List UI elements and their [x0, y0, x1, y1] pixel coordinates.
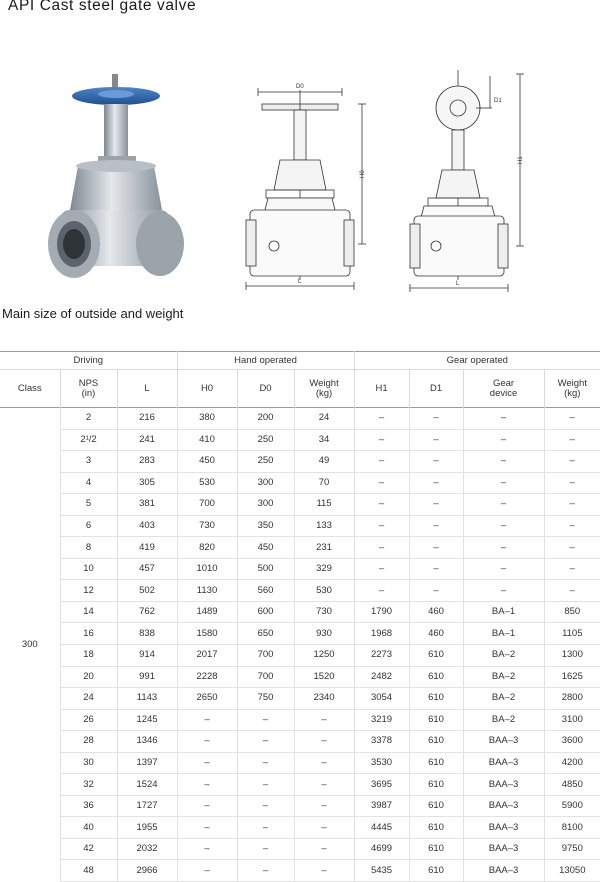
table-row — [0, 558, 600, 580]
d1-cell: – — [409, 429, 463, 451]
table-row — [0, 451, 600, 473]
table-row — [0, 752, 600, 774]
nps-cell: 8 — [60, 537, 117, 559]
l-cell: 991 — [117, 666, 177, 688]
weight-hand-cell: – — [294, 731, 354, 753]
weight-hand-cell: 329 — [294, 558, 354, 580]
nps-cell: 28 — [60, 731, 117, 753]
weight-gear-cell: 1300 — [544, 645, 600, 667]
weight-gear-cell: – — [544, 494, 600, 516]
weight-gear-cell: 3600 — [544, 731, 600, 753]
nps-cell: 4 — [60, 472, 117, 494]
d0-cell: 250 — [237, 429, 294, 451]
d1-cell: 460 — [409, 623, 463, 645]
h1-cell: 3378 — [354, 731, 409, 753]
l-cell: 419 — [117, 537, 177, 559]
d0-cell: 250 — [237, 451, 294, 473]
d1-cell: 610 — [409, 838, 463, 860]
d0-cell: – — [237, 709, 294, 731]
d1-cell: – — [409, 451, 463, 473]
h1-cell: – — [354, 429, 409, 451]
d0-cell: – — [237, 817, 294, 839]
nps-cell: 26 — [60, 709, 117, 731]
h0-cell: 450 — [177, 451, 237, 473]
table-row — [0, 429, 600, 451]
h0-cell: 1010 — [177, 558, 237, 580]
weight-hand-cell: 730 — [294, 601, 354, 623]
h1-cell: 5435 — [354, 860, 409, 882]
h0-cell: – — [177, 817, 237, 839]
weight-gear-cell: – — [544, 515, 600, 537]
weight-gear-cell: – — [544, 429, 600, 451]
weight-gear-cell: 1105 — [544, 623, 600, 645]
h1-header: H1 — [354, 370, 409, 408]
h0-cell: 2650 — [177, 688, 237, 710]
d1-cell: 610 — [409, 645, 463, 667]
gear-device-cell: – — [463, 472, 544, 494]
table-row — [0, 838, 600, 860]
weight-gear-cell: 9750 — [544, 838, 600, 860]
weight-gear-cell: 850 — [544, 601, 600, 623]
l-cell: 1143 — [117, 688, 177, 710]
valve-photo — [48, 74, 184, 278]
weight-hand-cell: – — [294, 709, 354, 731]
h1-cell: 3530 — [354, 752, 409, 774]
nps-cell: 14 — [60, 601, 117, 623]
gear-device-cell: BA–1 — [463, 601, 544, 623]
gear-device-cell: BAA–3 — [463, 774, 544, 796]
d1-header: D1 — [409, 370, 463, 408]
nps-cell: 2 — [60, 408, 117, 430]
class-header: Class — [17, 382, 42, 394]
h0-cell: – — [177, 731, 237, 753]
h1-cell: – — [354, 494, 409, 516]
h0-cell: – — [177, 752, 237, 774]
weight-hand-cell: 49 — [294, 451, 354, 473]
h1-cell: 4445 — [354, 817, 409, 839]
table-row — [0, 709, 600, 731]
nps-cell: 24 — [60, 688, 117, 710]
l-cell: 1727 — [117, 795, 177, 817]
h0-cell: 730 — [177, 515, 237, 537]
h0-cell: 820 — [177, 537, 237, 559]
gear-device-cell: – — [463, 494, 544, 516]
weight-hand-cell: 1250 — [294, 645, 354, 667]
weight-hand-cell: 24 — [294, 408, 354, 430]
table-row — [0, 774, 600, 796]
d0-cell: 300 — [237, 494, 294, 516]
table-row — [0, 817, 600, 839]
table-row — [0, 601, 600, 623]
l-gear-label: L — [456, 281, 460, 287]
l-cell: 1346 — [117, 731, 177, 753]
weight-hand-cell: 1520 — [294, 666, 354, 688]
weight-hand-cell: – — [294, 752, 354, 774]
weight-hand-cell: 70 — [294, 472, 354, 494]
gear-device-cell: BA–2 — [463, 709, 544, 731]
l-cell: 1955 — [117, 817, 177, 839]
h0-cell: 2228 — [177, 666, 237, 688]
driving-group-header: Driving — [0, 352, 177, 370]
l-cell: 2032 — [117, 838, 177, 860]
weight-hand-cell: 133 — [294, 515, 354, 537]
d0-cell: 200 — [237, 408, 294, 430]
h1-cell: 1790 — [354, 601, 409, 623]
gear-device-cell: – — [463, 429, 544, 451]
d1-cell: 610 — [409, 731, 463, 753]
h0-cell: 1130 — [177, 580, 237, 602]
weight-hand-cell: 34 — [294, 429, 354, 451]
h1-cell: 4699 — [354, 838, 409, 860]
h1-cell: 2482 — [354, 666, 409, 688]
nps-cell: 18 — [60, 645, 117, 667]
weight-hand-cell: 2340 — [294, 688, 354, 710]
table-row — [0, 408, 600, 430]
gear-device-cell: – — [463, 515, 544, 537]
nps-header: NPS (in) — [60, 370, 117, 408]
nps-cell: 10 — [60, 558, 117, 580]
l-cell: 838 — [117, 623, 177, 645]
page-title: API Cast steel gate valve — [8, 0, 197, 14]
h1-cell: – — [354, 515, 409, 537]
l-cell: 1397 — [117, 752, 177, 774]
nps-cell: 2¹/2 — [60, 429, 117, 451]
d1-cell: 610 — [409, 709, 463, 731]
d0-cell: 650 — [237, 623, 294, 645]
nps-cell: 36 — [60, 795, 117, 817]
d0-cell: – — [237, 731, 294, 753]
table-row — [0, 623, 600, 645]
h1-cell: 3219 — [354, 709, 409, 731]
d1-cell: – — [409, 408, 463, 430]
size-weight-table — [0, 351, 600, 882]
h0-label: H0 — [360, 170, 366, 178]
d0-cell: – — [237, 774, 294, 796]
h1-cell: 3054 — [354, 688, 409, 710]
weight-hand-cell: – — [294, 860, 354, 882]
h0-cell: – — [177, 838, 237, 860]
d1-cell: 610 — [409, 774, 463, 796]
d0-cell: 450 — [237, 537, 294, 559]
nps-cell: 16 — [60, 623, 117, 645]
d1-cell: 610 — [409, 666, 463, 688]
h0-cell: – — [177, 795, 237, 817]
gear-device-cell: BAA–3 — [463, 795, 544, 817]
weight-hand-cell: – — [294, 838, 354, 860]
nps-cell: 48 — [60, 860, 117, 882]
h1-label: H1 — [518, 156, 524, 164]
weight-gear-cell: 1625 — [544, 666, 600, 688]
d1-cell: – — [409, 472, 463, 494]
l-cell: 762 — [117, 601, 177, 623]
l-cell: 2966 — [117, 860, 177, 882]
weight-gear-cell: 13050 — [544, 860, 600, 882]
l-cell: 305 — [117, 472, 177, 494]
table-row — [0, 580, 600, 602]
h0-cell: 700 — [177, 494, 237, 516]
d1-cell: – — [409, 515, 463, 537]
h1-cell: – — [354, 451, 409, 473]
gear-operated-group-header: Gear operated — [354, 352, 600, 370]
weight-hand-cell: 115 — [294, 494, 354, 516]
weight-gear-cell: 3100 — [544, 709, 600, 731]
l-cell: 241 — [117, 429, 177, 451]
gear-device-cell: – — [463, 558, 544, 580]
weight-gear-cell: 4200 — [544, 752, 600, 774]
nps-cell: 20 — [60, 666, 117, 688]
table-row — [0, 860, 600, 882]
weight-gear-cell: 5900 — [544, 795, 600, 817]
gear-device-cell: – — [463, 451, 544, 473]
nps-cell: 32 — [60, 774, 117, 796]
gear-device-cell: BA–1 — [463, 623, 544, 645]
h0-header: H0 — [177, 370, 237, 408]
d0-cell: – — [237, 795, 294, 817]
weight-gear-cell: – — [544, 558, 600, 580]
gear-device-cell: – — [463, 408, 544, 430]
table-row — [0, 494, 600, 516]
table-row — [0, 645, 600, 667]
l-header: L — [117, 370, 177, 408]
l-cell: 502 — [117, 580, 177, 602]
h1-cell: – — [354, 472, 409, 494]
nps-cell: 6 — [60, 515, 117, 537]
gear-device-cell: BA–2 — [463, 666, 544, 688]
h0-cell: 380 — [177, 408, 237, 430]
l-hand-label: L — [298, 279, 302, 285]
nps-cell: 12 — [60, 580, 117, 602]
d0-cell: – — [237, 860, 294, 882]
weight-hand-cell: 231 — [294, 537, 354, 559]
l-cell: 914 — [117, 645, 177, 667]
d0-header: D0 — [237, 370, 294, 408]
weight-gear-cell: – — [544, 451, 600, 473]
weight-hand-cell: – — [294, 795, 354, 817]
d1-cell: 610 — [409, 817, 463, 839]
weight-gear-cell: – — [544, 537, 600, 559]
gear-device-cell: BAA–3 — [463, 817, 544, 839]
gear-device-cell: BAA–3 — [463, 860, 544, 882]
nps-cell: 42 — [60, 838, 117, 860]
d1-cell: – — [409, 580, 463, 602]
valve-illustrations — [0, 60, 600, 300]
h0-cell: – — [177, 709, 237, 731]
d1-cell: 610 — [409, 688, 463, 710]
gear-device-header: Gear device — [463, 370, 544, 408]
weight-gear-cell: – — [544, 408, 600, 430]
d0-cell: – — [237, 838, 294, 860]
table-row — [0, 731, 600, 753]
class-cell: 300 — [21, 638, 38, 650]
h0-cell: 1489 — [177, 601, 237, 623]
weight-gear-header: Weight (kg) — [544, 370, 600, 408]
d0-label: D0 — [296, 84, 304, 90]
hand-operated-drawing — [246, 88, 366, 290]
h1-cell: – — [354, 408, 409, 430]
l-cell: 283 — [117, 451, 177, 473]
weight-hand-cell: 930 — [294, 623, 354, 645]
gear-device-cell: BAA–3 — [463, 752, 544, 774]
l-cell: 1245 — [117, 709, 177, 731]
gear-device-cell: BA–2 — [463, 688, 544, 710]
table-row — [0, 537, 600, 559]
nps-cell: 5 — [60, 494, 117, 516]
l-cell: 403 — [117, 515, 177, 537]
d1-label: D1 — [494, 98, 502, 104]
weight-hand-cell: – — [294, 817, 354, 839]
d0-cell: 500 — [237, 558, 294, 580]
gear-device-cell: BAA–3 — [463, 838, 544, 860]
weight-gear-cell: 4850 — [544, 774, 600, 796]
weight-hand-header: Weight (kg) — [294, 370, 354, 408]
h1-cell: – — [354, 580, 409, 602]
weight-gear-cell: 2800 — [544, 688, 600, 710]
d1-cell: – — [409, 537, 463, 559]
d1-cell: 610 — [409, 795, 463, 817]
weight-hand-cell: – — [294, 774, 354, 796]
h0-cell: 530 — [177, 472, 237, 494]
d0-cell: 750 — [237, 688, 294, 710]
l-cell: 1524 — [117, 774, 177, 796]
h0-cell: 1580 — [177, 623, 237, 645]
nps-cell: 3 — [60, 451, 117, 473]
d1-cell: 610 — [409, 860, 463, 882]
d0-cell: 300 — [237, 472, 294, 494]
table-row — [0, 472, 600, 494]
d1-cell: – — [409, 494, 463, 516]
weight-gear-cell: – — [544, 580, 600, 602]
gear-device-cell: BA–2 — [463, 645, 544, 667]
gear-device-cell: – — [463, 537, 544, 559]
h1-cell: 2273 — [354, 645, 409, 667]
d1-cell: – — [409, 558, 463, 580]
nps-cell: 30 — [60, 752, 117, 774]
weight-gear-cell: – — [544, 472, 600, 494]
l-cell: 457 — [117, 558, 177, 580]
d1-cell: 460 — [409, 601, 463, 623]
d0-cell: 700 — [237, 666, 294, 688]
h1-cell: 1968 — [354, 623, 409, 645]
table-row — [0, 795, 600, 817]
section-subtitle: Main size of outside and weight — [2, 306, 184, 321]
d0-cell: 560 — [237, 580, 294, 602]
table-row — [0, 688, 600, 710]
table-row — [0, 515, 600, 537]
h0-cell: 2017 — [177, 645, 237, 667]
weight-gear-cell: 8100 — [544, 817, 600, 839]
gear-device-cell: BAA–3 — [463, 731, 544, 753]
weight-hand-cell: 530 — [294, 580, 354, 602]
h1-cell: – — [354, 537, 409, 559]
l-cell: 216 — [117, 408, 177, 430]
gear-device-cell: – — [463, 580, 544, 602]
d0-cell: 600 — [237, 601, 294, 623]
h1-cell: 3987 — [354, 795, 409, 817]
table-row — [0, 666, 600, 688]
gear-operated-drawing — [410, 70, 524, 292]
d0-cell: – — [237, 752, 294, 774]
d0-cell: 350 — [237, 515, 294, 537]
h1-cell: 3695 — [354, 774, 409, 796]
l-cell: 381 — [117, 494, 177, 516]
d0-cell: 700 — [237, 645, 294, 667]
h0-cell: – — [177, 860, 237, 882]
hand-operated-group-header: Hand operated — [177, 352, 354, 370]
d1-cell: 610 — [409, 752, 463, 774]
h0-cell: 410 — [177, 429, 237, 451]
nps-cell: 40 — [60, 817, 117, 839]
h0-cell: – — [177, 774, 237, 796]
h1-cell: – — [354, 558, 409, 580]
